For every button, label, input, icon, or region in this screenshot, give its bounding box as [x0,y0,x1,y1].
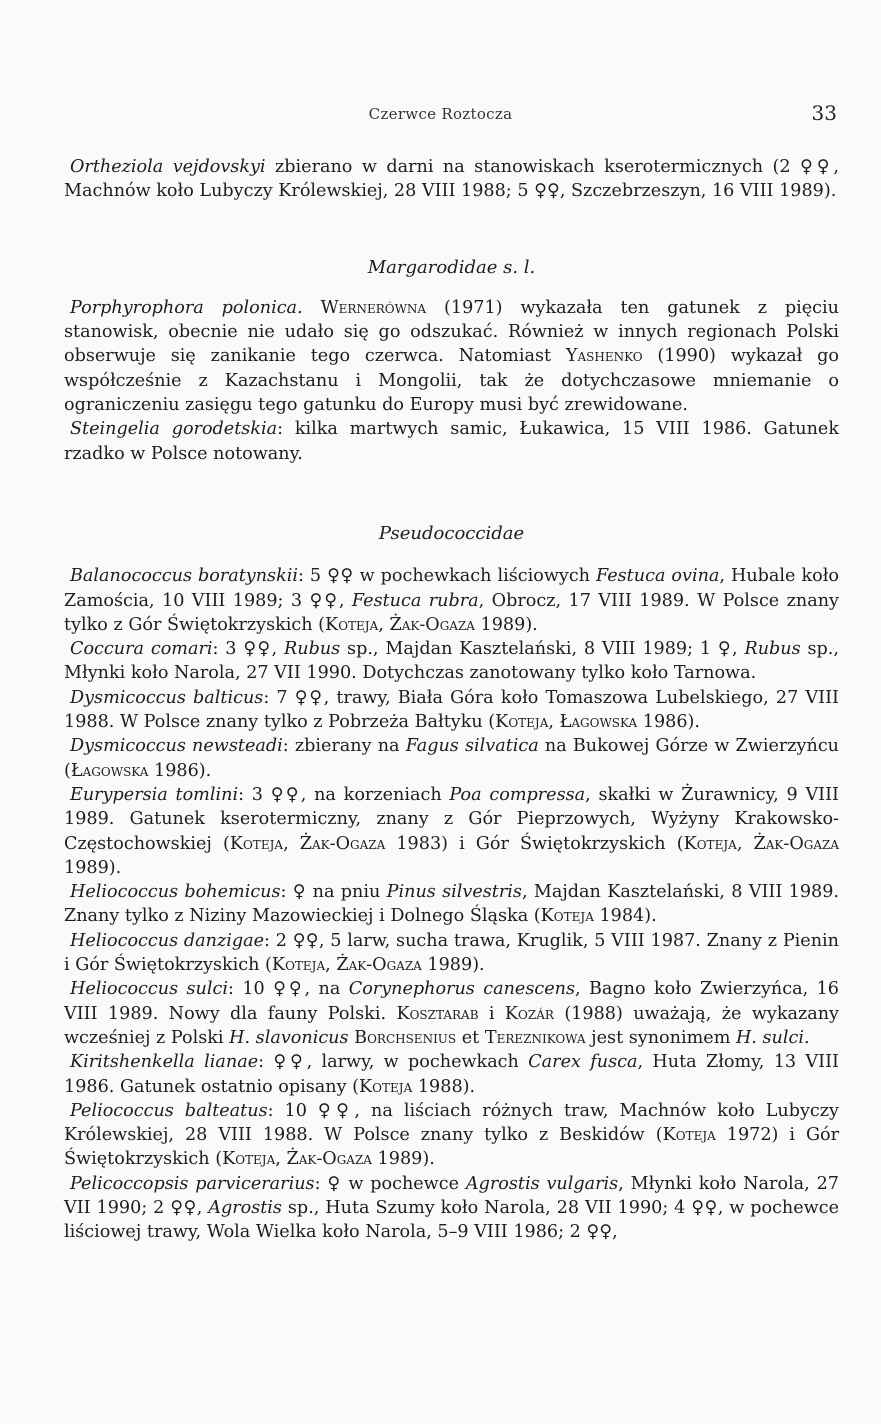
page-header [0,101,881,131]
species-name: Balanococcus boratynskii [70,566,298,587]
species-name: Pelicoccopsis parvicerarius [70,1173,315,1194]
author-name: Żak-Ogaza [336,955,422,976]
paragraph-coccura: Coccura comari: 3 ♀♀, Rubus sp., Majdan Kasztelański, 8 VIII 1989; 1 ♀, Rubus sp., Młynki koło Narola, 27 VII 1990. Dotychczas zanotowany tylko koło Tarnowa. [64,639,839,684]
page-number: 33 [811,101,837,125]
species-name: Kiritshenkella lianae [70,1052,259,1073]
author-name: Yashenko [565,346,643,367]
author-name: Koteja [495,712,549,733]
species-name: Heliococcus bohemicus [70,882,281,903]
author-name: Borchsenius [354,1027,457,1048]
paragraph-heliococcus-sulci: Heliococcus sulci: 10 ♀♀, na Corynephorus canescens, Bagno koło Zwierzyńca, 16 VIII 1989. Nowy dla fauny Polski. Kosztarab i Kozár (1988) uważają, że wykazany wcześniej z Polski H. slavonicus Borchsenius et Tereznikowa jest synonimem H. sulci. [64,979,839,1048]
species-name: Heliococcus sulci [70,979,228,1000]
paragraph-ortheziola: Ortheziola vejdovskyi zbierano w darni na stanowiskach kserotermicznych (2 ♀♀, Machnów koło Lubyczy Królewskiej, 28 VIII 1988; 5 ♀♀, Szczebrzeszyn, 16 VIII 1989). [64,157,840,202]
species-name: Porphyrophora polonica. [70,297,303,318]
author-name: Łagowska [559,712,638,733]
paragraph-balanococcus: Balanococcus boratynskii: 5 ♀♀ w pochewkach liściowych Festuca ovina, Hubale koło Zamościa, 10 VIII 1989; 3 ♀♀, Festuca rubra, Obrocz, 17 VIII 1989. W Polsce znany tylko z Gór Świętokrzyskich (Koteja, Żak-Ogaza 1989). [64,566,839,635]
paragraph-pelicoccopsis: Pelicoccopsis parvicerarius: ♀ w pochewce Agrostis vulgaris, Młynki koło Narola, 27 VII 1990; 2 ♀♀, Agrostis sp., Huta Szumy koło Narola, 28 VII 1990; 4 ♀♀, w pochewce liściowej trawy, Wola Wielka koło Narola, 5–9 VIII 1986; 2 ♀♀, [64,1173,840,1243]
paragraph-steingelia: Steingelia gorodetskia: kilka martwych samic, Łukawica, 15 VIII 1986. Gatunek rzadko w Polsce notowany. [64,419,839,464]
author-name: Koteja [662,1125,716,1146]
author-name: Kozár [504,1003,554,1024]
paragraph-eurypersia: Eurypersia tomlini: 3 ♀♀, na korzeniach Poa compressa, skałki w Żurawnicy, 9 VIII 1989. Gatunek kserotermiczny, znany z Gór Pieprzowych, Wyżyny Krakowsko-Częstochowskiej (Koteja, Żak-Ogaza 1983) i Gór Świętokrzyskich (Koteja, Żak-Ogaza 1989). [64,784,840,878]
author-name: Żak-Ogaza [299,833,386,854]
author-name: Koteja [229,833,284,854]
page-body [64,155,839,1245]
paragraph-peliococcus: Peliococcus balteatus: 10 ♀♀, na liściach różnych traw, Machnów koło Lubyczy Królewskiej, 28 VIII 1988. W Polsce znany tylko z Beskidów (Koteja 1972) i Gór Świętokrzyskich (Koteja, Żak-Ogaza 1989). [64,1100,840,1170]
paragraph-dysmicoccus-newsteadi: Dysmicoccus newsteadi: zbierany na Fagus silvatica na Bukowej Górze w Zwierzyńcu (Łagowska 1986). [64,736,840,781]
author-name: Żak-Ogaza [753,833,839,854]
author-name: Koteja [359,1076,413,1097]
species-name: Heliococcus danzigae [70,930,265,951]
author-name: Tereznikowa [484,1027,586,1048]
species-name: Dysmicoccus balticus [70,687,264,708]
paragraph-porphyrophora: Porphyrophora polonica. Wernerówna (1971) wykazała ten gatunek z pięciu stanowisk, obecnie nie udało się go odszukać. Również w innych regionach Polski obserwuje się zanikanie tego czerwca. Natomiast Yashenko (1990) wykazał go współcześnie z Kazachstanu i Mongolii, tak że dotychczasowe mniemanie o ograniczeniu zasięgu tego gatunku do Europy musi być zrewidowane. [64,297,840,416]
species-name: Eurypersia tomlini [70,784,239,805]
author-name: Żak-Ogaza [389,614,475,635]
section-heading-margarodidae: Margarodidae s. l. [367,256,536,278]
species-name: Ortheziola vejdovskyi [70,157,266,177]
author-name: Koteja [683,833,737,854]
author-name: Żak-Ogaza [286,1149,372,1170]
author-name: Łagowska [70,760,149,781]
species-name: Steingelia gorodetskia [70,419,278,440]
paragraph-kiritshenkella: Kiritshenkella lianae: ♀♀, larwy, w pochewkach Carex fusca, Huta Złomy, 13 VIII 1986. Gatunek ostatnio opisany (Koteja 1988). [64,1052,839,1097]
species-name: Dysmicoccus newsteadi [70,736,283,757]
paragraph-heliococcus-danzigae: Heliococcus danzigae: 2 ♀♀, 5 larw, sucha trawa, Kruglik, 5 VIII 1987. Znany z Pienin i Gór Świętokrzyskich (Koteja, Żak-Ogaza 1989). [64,930,839,976]
paragraph-dysmicoccus-balticus: Dysmicoccus balticus: 7 ♀♀, trawy, Biała Góra koło Tomaszowa Lubelskiego, 27 VIII 1988. W Polsce znany tylko z Pobrzeża Bałtyku (Koteja, Łagowska 1986). [64,687,839,733]
section-heading-pseudococcidae: Pseudococcidae [378,522,525,544]
running-head: Czerwce Roztocza [368,105,513,123]
author-name: Wernerówna [320,297,427,318]
author-name: Koteja [222,1149,276,1170]
author-name: Koteja [540,906,594,927]
paragraph-heliococcus-bohemicus: Heliococcus bohemicus: ♀ na pniu Pinus silvestris, Majdan Kasztelański, 8 VIII 1989. Znany tylko z Niziny Mazowieckiej i Dolnego Śląska (Koteja 1984). [64,882,840,927]
species-name: Coccura comari [70,639,213,660]
author-name: Koteja [325,614,379,635]
species-name: Peliococcus balteatus [70,1100,268,1121]
author-name: Koteja [271,955,326,976]
author-name: Kosztarab [396,1003,479,1024]
